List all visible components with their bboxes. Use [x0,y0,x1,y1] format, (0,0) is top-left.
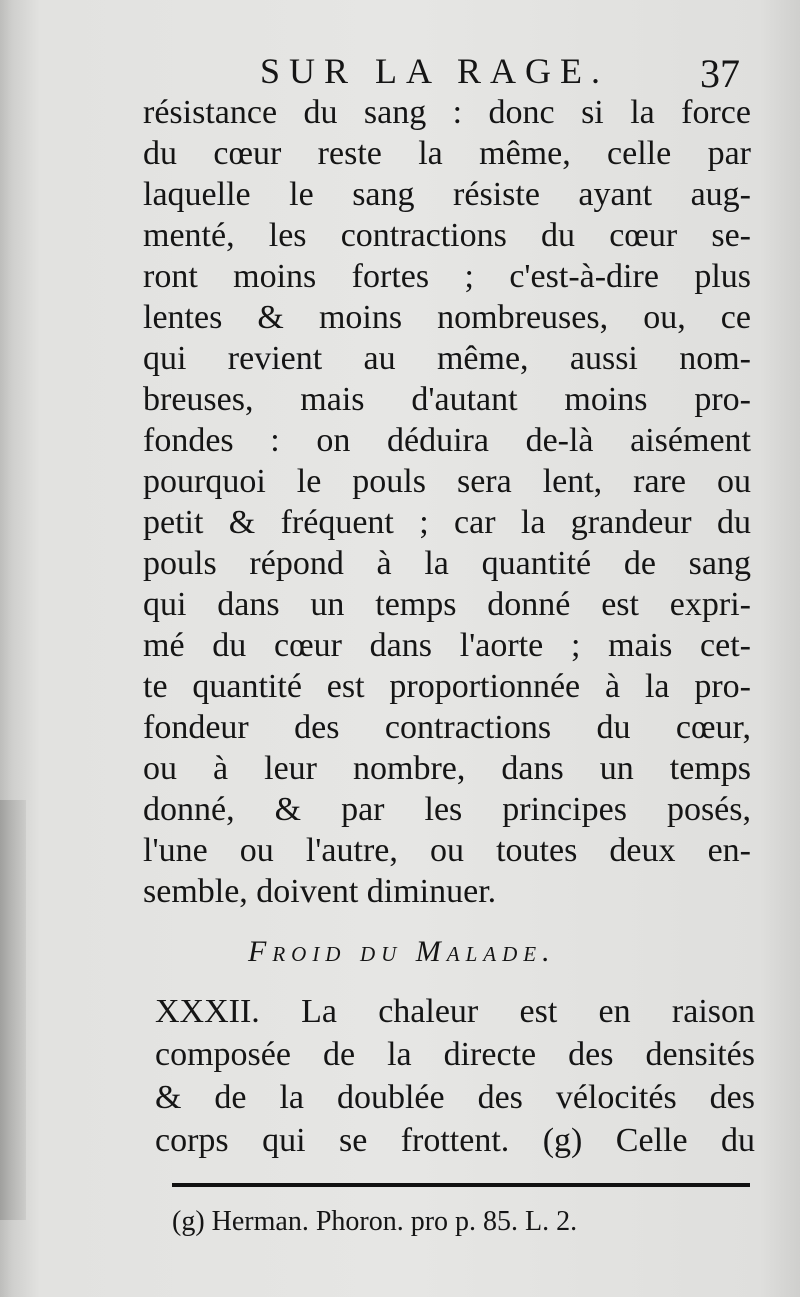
text-line: breuses, mais d'autant moins pro- [143,381,751,418]
text-line: pouls répond à la quantité de sang [143,545,751,582]
text-line: XXXII. La chaleur est en raison [155,993,755,1030]
text-line: semble, doivent diminuer. [143,873,497,910]
text-line: mé du cœur dans l'aorte ; mais cet- [143,627,751,664]
text-line: te quantité est proportionnée à la pro- [143,668,751,705]
text-line: ou à leur nombre, dans un temps [143,750,751,787]
text-line: laquelle le sang résiste ayant aug- [143,176,751,213]
running-head [260,50,740,96]
text-line: fondeur des contractions du cœur, [143,709,751,746]
text-line: qui dans un temps donné est expri- [143,586,751,623]
running-title: SUR LA RAGE. [260,51,610,91]
text-line: résistance du sang : donc si la force [143,94,751,131]
section-text [155,990,755,1162]
text-line: fondes : on déduira de-là aisément [143,422,751,459]
text-line: menté, les contractions du cœur se- [143,217,751,254]
text-line: corps qui se frottent. (g) Celle du [155,1122,755,1159]
footnote: (g) Herman. Phoron. pro p. 85. L. 2. [172,1206,578,1237]
text-line: l'une ou l'autre, ou toutes deux en- [143,832,751,869]
footnote-rule [172,1183,750,1187]
section-heading: Froid du Malade. [248,935,556,968]
text-line: & de la doublée des vélocités des [155,1079,755,1116]
body-text [143,92,751,912]
text-line: petit & fréquent ; car la grandeur du [143,504,751,541]
binding-shadow [0,800,26,1220]
page-number: 37 [700,51,740,96]
text-line: composée de la directe des densités [155,1036,755,1073]
text-line: ront moins fortes ; c'est-à-dire plus [143,258,751,295]
text-line: pourquoi le pouls sera lent, rare ou [143,463,751,500]
text-line: du cœur reste la même, celle par [143,135,751,172]
text-line: lentes & moins nombreuses, ou, ce [143,299,751,336]
text-line: donné, & par les principes posés, [143,791,751,828]
text-line: qui revient au même, aussi nom- [143,340,751,377]
